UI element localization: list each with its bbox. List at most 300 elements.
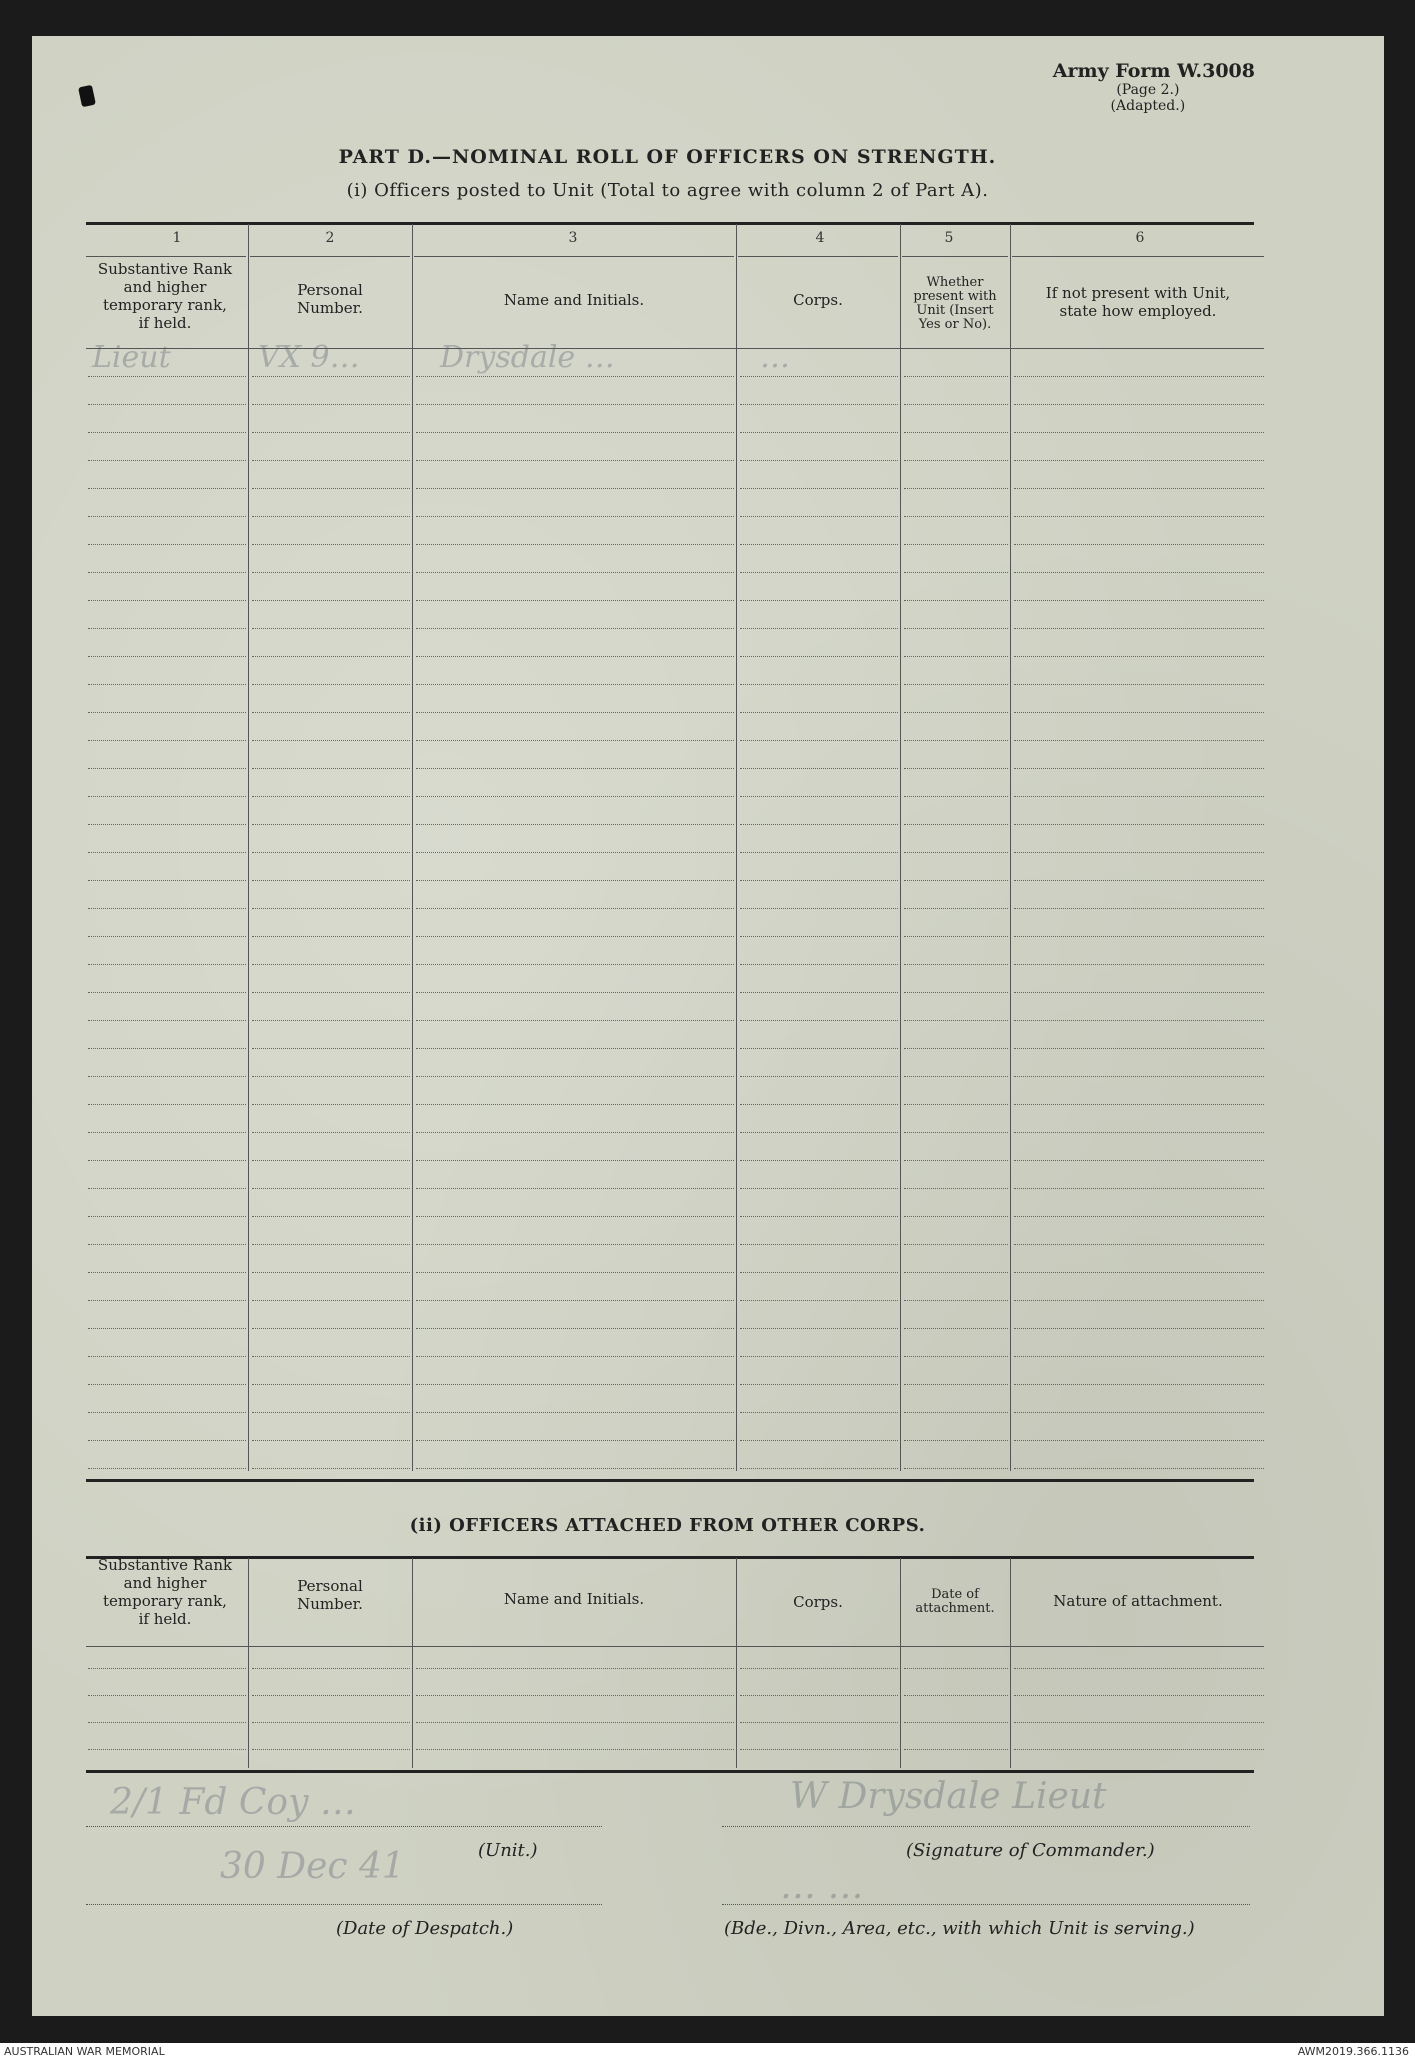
ruled-line [904,908,1008,909]
header2-date [902,1588,1008,1616]
ruled-line [416,544,734,545]
ruled-line [740,600,898,601]
ruled-line [904,432,1008,433]
header-present-line: present with [913,289,997,304]
ruled-line [252,768,410,769]
header2-number-line: Number. [297,1595,363,1613]
header-rank-line: temporary rank, [103,296,227,314]
ruled-line [252,1356,410,1357]
ruled-line [88,768,246,769]
ruled-line [904,376,1008,377]
header2-rank [80,1556,250,1628]
table2-col-divider [412,1558,413,1768]
ruled-line [904,1749,1008,1750]
ruled-line [1014,824,1264,825]
handwritten-serving: … … [780,1866,864,1907]
ruled-line [88,740,246,741]
ruled-line [252,1722,410,1723]
ruled-line [416,1749,734,1750]
ruled-line [904,1695,1008,1696]
ruled-line [88,908,246,909]
ruled-line [740,852,898,853]
header2-rank-line: if held. [138,1610,192,1628]
ruled-line [252,376,410,377]
ruled-line [252,1668,410,1669]
header-present-line: Whether [926,275,984,290]
ruled-line [252,1440,410,1441]
ruled-line [252,460,410,461]
ruled-line [740,1440,898,1441]
table1-top-rule [86,222,1254,225]
header-corps: Corps. [793,291,843,309]
ruled-line [904,684,1008,685]
ruled-line [904,488,1008,489]
ruled-line [88,1160,246,1161]
ruled-line [416,628,734,629]
header-rule [414,256,734,257]
ruled-line [740,516,898,517]
ruled-line [904,768,1008,769]
ruled-line [740,880,898,881]
ruled-line [904,1668,1008,1669]
ruled-line [904,740,1008,741]
ruled-line [904,1244,1008,1245]
ruled-line [88,1328,246,1329]
ruled-line [1014,852,1264,853]
ruled-line [88,880,246,881]
col-number-3: 3 [568,230,578,246]
ruled-line [740,432,898,433]
header2-rank-line: and higher [123,1574,207,1592]
table1-col-divider [248,224,249,1471]
handwritten-rank: Lieut [92,340,171,375]
ruled-line [904,1468,1008,1469]
ruled-line [1014,992,1264,993]
header2-personal-number [250,1577,410,1613]
despatch-date-line [86,1904,602,1905]
ruled-line [904,936,1008,937]
table1-col-divider [1010,224,1011,1471]
ruled-line [904,1160,1008,1161]
ruled-line [1014,656,1264,657]
ruled-line [904,404,1008,405]
ruled-line [740,1132,898,1133]
ruled-line [1014,1440,1264,1441]
ruled-line [88,572,246,573]
ruled-line [416,852,734,853]
ruled-line [252,684,410,685]
ruled-line [252,1020,410,1021]
ruled-line [1014,1076,1264,1077]
ruled-line [88,992,246,993]
ruled-line [1014,1104,1264,1105]
ruled-line [740,992,898,993]
ruled-line [904,572,1008,573]
section1-title: (i) Officers posted to Unit (Total to agree with column 2 of Part A). [346,180,989,201]
ruled-line [904,1722,1008,1723]
ruled-line [740,488,898,489]
header-employed-line: state how employed. [1059,302,1217,320]
ruled-line [904,1132,1008,1133]
ruled-line [740,656,898,657]
ruled-line [1014,1188,1264,1189]
ruled-line [88,1668,246,1669]
ruled-line [1014,1216,1264,1217]
ruled-line [904,824,1008,825]
ruled-line [88,432,246,433]
ruled-line [740,1104,898,1105]
col-number-6: 6 [1135,230,1145,246]
header-present-line: Yes or No). [918,317,992,332]
ruled-line [1014,628,1264,629]
ruled-line [88,1132,246,1133]
ruled-line [904,544,1008,545]
ruled-line [904,1272,1008,1273]
handwritten-date: 30 Dec 41 [220,1846,405,1887]
handwritten-unit: 2/1 Fd Coy … [110,1782,356,1823]
ruled-line [416,432,734,433]
ruled-line [88,852,246,853]
archive-reference: AWM2019.366.1136 [1297,2045,1409,2058]
header2-number-line: Personal [297,1577,363,1595]
ruled-line [904,1216,1008,1217]
ruled-line [1014,404,1264,405]
ruled-line [1014,1749,1264,1750]
ruled-line [740,1356,898,1357]
ruled-line [88,1216,246,1217]
ruled-line [252,1749,410,1750]
ruled-line [1014,1468,1264,1469]
table2-row-start [86,1646,1264,1647]
ruled-line [416,796,734,797]
ruled-line [1014,572,1264,573]
ruled-line [904,852,1008,853]
ruled-line [1014,1020,1264,1021]
ruled-line [252,572,410,573]
ruled-line [416,1216,734,1217]
ruled-line [88,936,246,937]
ruled-line [88,1695,246,1696]
ruled-line [904,1048,1008,1049]
ruled-line [252,936,410,937]
ruled-line [904,880,1008,881]
ruled-line [416,1668,734,1669]
ruled-line [252,740,410,741]
ruled-line [416,936,734,937]
ruled-line [88,796,246,797]
ruled-line [1014,1695,1264,1696]
ruled-line [88,1440,246,1441]
header-rank-line: Substantive Rank [97,260,233,278]
ruled-line [740,964,898,965]
header-rule [86,256,246,257]
ruled-line [252,1132,410,1133]
unit-label: (Unit.) [478,1840,538,1861]
ruled-line [416,460,734,461]
table1-bottom-rule [86,1479,1254,1482]
ruled-line [740,908,898,909]
table2-col-divider [248,1558,249,1768]
ruled-line [416,376,734,377]
col-number-4: 4 [815,230,825,246]
ruled-line [252,656,410,657]
ruled-line [416,1160,734,1161]
ruled-line [740,1048,898,1049]
ruled-line [1014,1160,1264,1161]
ruled-line [904,600,1008,601]
ruled-line [252,992,410,993]
ruled-line [1014,432,1264,433]
ruled-line [252,880,410,881]
header2-name: Name and Initials. [503,1590,645,1608]
ruled-line [740,1468,898,1469]
ruled-line [904,964,1008,965]
ruled-line [416,1440,734,1441]
ruled-line [88,712,246,713]
ruled-line [416,1412,734,1413]
ruled-line [740,1384,898,1385]
ruled-line [416,1104,734,1105]
ruled-line [88,376,246,377]
ruled-line [740,460,898,461]
ruled-line [904,1020,1008,1021]
header2-rank-line: Substantive Rank [97,1556,233,1574]
ruled-line [88,1468,246,1469]
ruled-line [416,824,734,825]
ruled-line [416,1468,734,1469]
ruled-line [88,1020,246,1021]
ruled-line [416,1188,734,1189]
ruled-line [740,1020,898,1021]
ruled-line [416,992,734,993]
ruled-line [904,1076,1008,1077]
ruled-line [1014,880,1264,881]
ruled-line [740,684,898,685]
header-rule [250,256,410,257]
ruled-line [904,1328,1008,1329]
ruled-line [252,488,410,489]
ruled-line [1014,488,1264,489]
commander-signature-line [722,1826,1250,1827]
ruled-line [416,1722,734,1723]
ruled-line [740,1244,898,1245]
ruled-line [740,936,898,937]
ruled-line [88,964,246,965]
ruled-line [1014,1300,1264,1301]
unit-signature-line [86,1826,602,1827]
header2-date-line: attachment. [915,1601,995,1616]
header2-nature: Nature of attachment. [1053,1592,1223,1610]
ruled-line [416,768,734,769]
header-name: Name and Initials. [503,291,645,309]
ruled-line [740,1328,898,1329]
ruled-line [740,1749,898,1750]
header-number-line: Number. [297,299,363,317]
ruled-line [88,1048,246,1049]
form-page: (Page 2.) [1116,82,1180,98]
ruled-line [252,964,410,965]
ruled-line [1014,1328,1264,1329]
table2-col-divider [1010,1558,1011,1768]
ruled-line [416,712,734,713]
ruled-line [1014,908,1264,909]
ruled-line [904,796,1008,797]
handwritten-commander: W Drysdale Lieut [790,1776,1107,1817]
ruled-line [740,740,898,741]
ruled-line [88,1356,246,1357]
ruled-line [416,404,734,405]
ruled-line [88,1412,246,1413]
ruled-line [88,1188,246,1189]
ruled-line [252,1272,410,1273]
ruled-line [252,1048,410,1049]
header2-corps: Corps. [793,1593,843,1611]
header2-rank-line: temporary rank, [103,1592,227,1610]
ruled-line [88,684,246,685]
ruled-line [252,516,410,517]
ruled-line [1014,544,1264,545]
ruled-line [740,824,898,825]
ruled-line [416,516,734,517]
header-present-line: Unit (Insert [916,303,994,318]
ruled-line [252,712,410,713]
ruled-line [740,1076,898,1077]
ruled-line [740,1272,898,1273]
serving-label: (Bde., Divn., Area, etc., with which Unit is serving.) [724,1918,1195,1939]
ruled-line [416,572,734,573]
ruled-line [1014,516,1264,517]
ruled-line [252,1328,410,1329]
header-rank-line: and higher [123,278,207,296]
form-identifier [1053,60,1255,114]
despatch-label: (Date of Despatch.) [336,1918,514,1939]
ruled-line [740,1722,898,1723]
ruled-line [416,656,734,657]
ruled-line [1014,1244,1264,1245]
ruled-line [904,516,1008,517]
ruled-line [252,1104,410,1105]
ruled-line [416,600,734,601]
ruled-line [904,628,1008,629]
part-title: PART D.—NOMINAL ROLL OF OFFICERS ON STRENGTH. [338,146,997,168]
ruled-line [740,1188,898,1189]
ruled-line [252,1076,410,1077]
ruled-line [1014,964,1264,965]
ruled-line [416,1244,734,1245]
ruled-line [88,460,246,461]
header-rank-line: if held. [138,314,192,332]
ruled-line [88,628,246,629]
ruled-line [416,740,734,741]
ruled-line [904,1188,1008,1189]
ruled-line [1014,1722,1264,1723]
ruled-line [416,1384,734,1385]
ruled-line [88,404,246,405]
ruled-line [88,1244,246,1245]
ruled-line [252,1412,410,1413]
header-personal-number [250,281,410,317]
ruled-line [252,796,410,797]
ruled-line [416,880,734,881]
ruled-line [88,1272,246,1273]
serving-line [722,1904,1250,1905]
ruled-line [740,1160,898,1161]
form-adapted: (Adapted.) [1110,98,1186,114]
ruled-line [416,1048,734,1049]
ruled-line [740,1695,898,1696]
ruled-line [740,1668,898,1669]
header-rule [1012,256,1264,257]
header-number-line: Personal [297,281,363,299]
section2-title: (ii) OFFICERS ATTACHED FROM OTHER CORPS. [409,1515,926,1536]
ruled-line [1014,1668,1264,1669]
ruled-line [416,1328,734,1329]
ruled-line [88,1076,246,1077]
ruled-line [904,656,1008,657]
ruled-line [904,1356,1008,1357]
ruled-line [252,1695,410,1696]
ruled-line [88,1722,246,1723]
ruled-line [740,796,898,797]
ruled-line [740,628,898,629]
ruled-line [1014,712,1264,713]
ruled-line [740,712,898,713]
ruled-line [740,1300,898,1301]
header-present [902,276,1008,332]
commander-label: (Signature of Commander.) [906,1840,1155,1861]
ruled-line [88,488,246,489]
ruled-line [1014,600,1264,601]
ruled-line [252,1244,410,1245]
ruled-line [1014,460,1264,461]
ruled-line [904,460,1008,461]
ruled-line [416,1272,734,1273]
ruled-line [252,628,410,629]
ruled-line [740,376,898,377]
ruled-line [904,1412,1008,1413]
ruled-line [740,1216,898,1217]
ruled-line [1014,936,1264,937]
ruled-line [416,1356,734,1357]
ruled-line [252,432,410,433]
ruled-line [252,1384,410,1385]
ruled-line [416,1695,734,1696]
ruled-line [88,656,246,657]
ruled-line [904,1440,1008,1441]
ruled-line [1014,1132,1264,1133]
ruled-line [416,1076,734,1077]
handwritten-name: Drysdale … [440,340,615,375]
ruled-line [252,1468,410,1469]
ruled-line [1014,684,1264,685]
ruled-line [416,1132,734,1133]
ruled-line [904,1384,1008,1385]
ruled-line [904,992,1008,993]
ruled-line [1014,796,1264,797]
ruled-line [740,404,898,405]
ruled-line [904,1300,1008,1301]
header-rule [902,256,1008,257]
ruled-line [740,768,898,769]
ruled-line [88,824,246,825]
ruled-line [904,1104,1008,1105]
header2-date-line: Date of [931,1587,979,1602]
archive-name: AUSTRALIAN WAR MEMORIAL [4,2045,165,2058]
ruled-line [88,544,246,545]
ruled-line [1014,768,1264,769]
table2-col-divider [900,1558,901,1768]
table2-top-rule [86,1556,1254,1559]
